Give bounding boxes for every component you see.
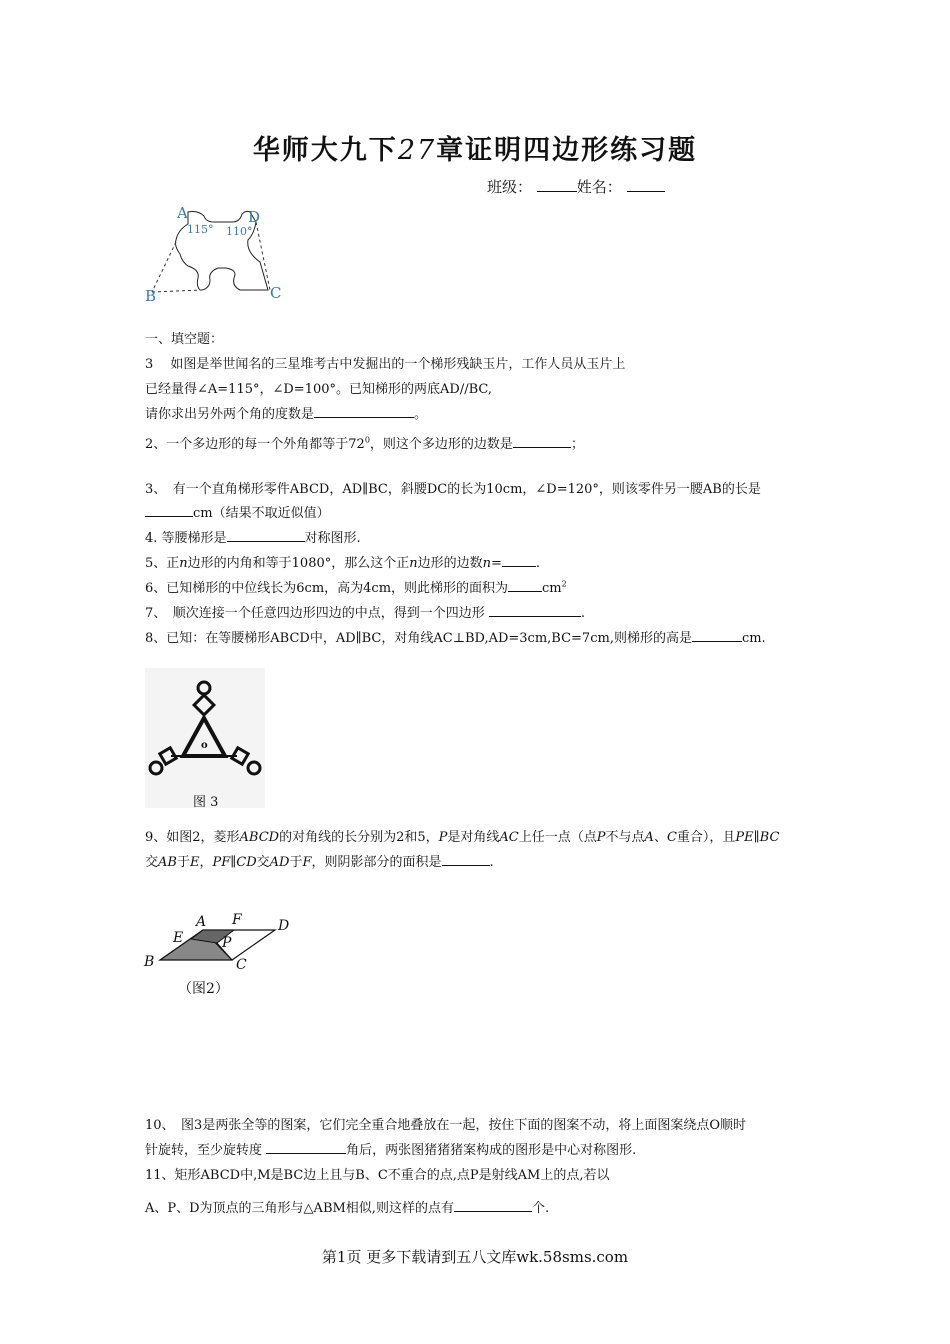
q5-line: 5、正n边形的内角和等于1080°，那么这个正n边形的边数n= .: [145, 552, 540, 571]
q11-blank[interactable]: [454, 1197, 532, 1212]
q4-blank[interactable]: [227, 527, 305, 542]
label-a: A: [177, 204, 188, 222]
q11-line1: 11、矩形ABCD中,M是BC边上且与B、C不重合的点,点P是射线AM上的点,若以: [145, 1168, 610, 1183]
rhombus-figure2: [140, 908, 300, 974]
class-blank[interactable]: [537, 177, 577, 192]
name-label: 姓名：: [576, 178, 622, 196]
label-c: C: [270, 284, 282, 302]
name-blank[interactable]: [627, 177, 665, 192]
angle-d-label: 110°: [226, 225, 253, 238]
q2-line: 2、一个多边形的每一个外角都等于$72^0$，则这个多边形的边数是 ；: [145, 433, 584, 452]
q9-line2: 交AB于E，PF∥CD交AD于F，则阴影部分的面积是 .: [145, 851, 494, 870]
q3b-blank[interactable]: [145, 502, 193, 517]
q3-line2: 已经量得∠A=115°，∠D=100°。已知梯形的两底AD//BC,: [145, 382, 492, 397]
q3-line3: 请你求出另外两个角的度数是 。: [145, 403, 427, 422]
label-p: P: [222, 935, 232, 951]
jade-trapezoid-figure: [140, 200, 290, 306]
q5-blank[interactable]: [502, 552, 536, 567]
label-c: C: [236, 957, 247, 973]
q2-blank[interactable]: [513, 433, 571, 448]
class-label: 班级：: [487, 178, 533, 196]
q6-blank[interactable]: [508, 577, 542, 592]
q3b-line2: cm（结果不取近似值）: [145, 502, 330, 521]
q9-blank[interactable]: [442, 851, 490, 866]
label-a: A: [196, 914, 207, 930]
q3-line1: 3 如图是举世闻名的三星堆考古中发掘出的一个梯形残缺玉片，工作人员从玉片上: [145, 357, 626, 372]
figure3: [145, 668, 265, 808]
class-name-line: [487, 176, 665, 197]
label-d: D: [278, 918, 290, 934]
page-title: 华师大九下27章证明四边形练习题: [252, 135, 698, 166]
figure2-caption: （图2）: [178, 981, 229, 997]
q11-line2: A、P、D为顶点的三角形与△ABM相似,则这样的点有 个.: [145, 1197, 549, 1216]
q6-line: 6、已知梯形的中位线长为6cm，高为4cm，则此梯形的面积为 $cm^2$: [145, 577, 567, 596]
label-f: F: [232, 912, 242, 928]
q10-blank[interactable]: [266, 1139, 346, 1154]
q3-blank[interactable]: [314, 403, 414, 418]
label-d: D: [248, 208, 261, 226]
label-b: B: [145, 287, 157, 305]
q9-line1: 9、如图2，菱形ABCD的对角线的长分别为2和5，P是对角线AC上任一点（点P不与点A、C重合），且PE∥BC: [145, 830, 780, 845]
q10-line1: 10、 图3是两张全等的图案，它们完全重合地叠放在一起，按住下面的图案不动，将上面图案绕点O顺时: [145, 1118, 746, 1133]
figure3-pattern: [145, 668, 265, 788]
page-footer: 第1页 更多下载请到五八文库wk.58sms.com: [321, 1248, 629, 1266]
figure3-caption: 图 3: [193, 795, 219, 810]
q7-line: 7、 顺次连接一个任意四边形四边的中点，得到一个四边形 .: [145, 602, 585, 621]
q8-line: 8、已知：在等腰梯形ABCD中，AD∥BC，对角线AC⊥BD,AD=3cm,BC=7cm,则梯形的高是 cm.: [145, 627, 766, 646]
svg-text:o: o: [201, 740, 208, 751]
label-e: E: [173, 930, 184, 946]
q10-line2: 针旋转，至少旋转度 角后，两张图猪猪猪案构成的图形是中心对称图形.: [145, 1139, 636, 1158]
q4-line: 4. 等腰梯形是 对称图形.: [145, 527, 361, 546]
q3b-line1: 3、 有一个直角梯形零件ABCD，AD∥BC，斜腰DC的长为10cm，∠D=120°，则该零件另一腰AB的长是: [145, 482, 761, 497]
label-b: B: [144, 954, 155, 970]
section-heading: 一、填空题：: [145, 332, 224, 347]
q8-blank[interactable]: [692, 627, 742, 642]
angle-a-label: 115°: [187, 223, 214, 236]
q7-blank[interactable]: [489, 602, 581, 617]
